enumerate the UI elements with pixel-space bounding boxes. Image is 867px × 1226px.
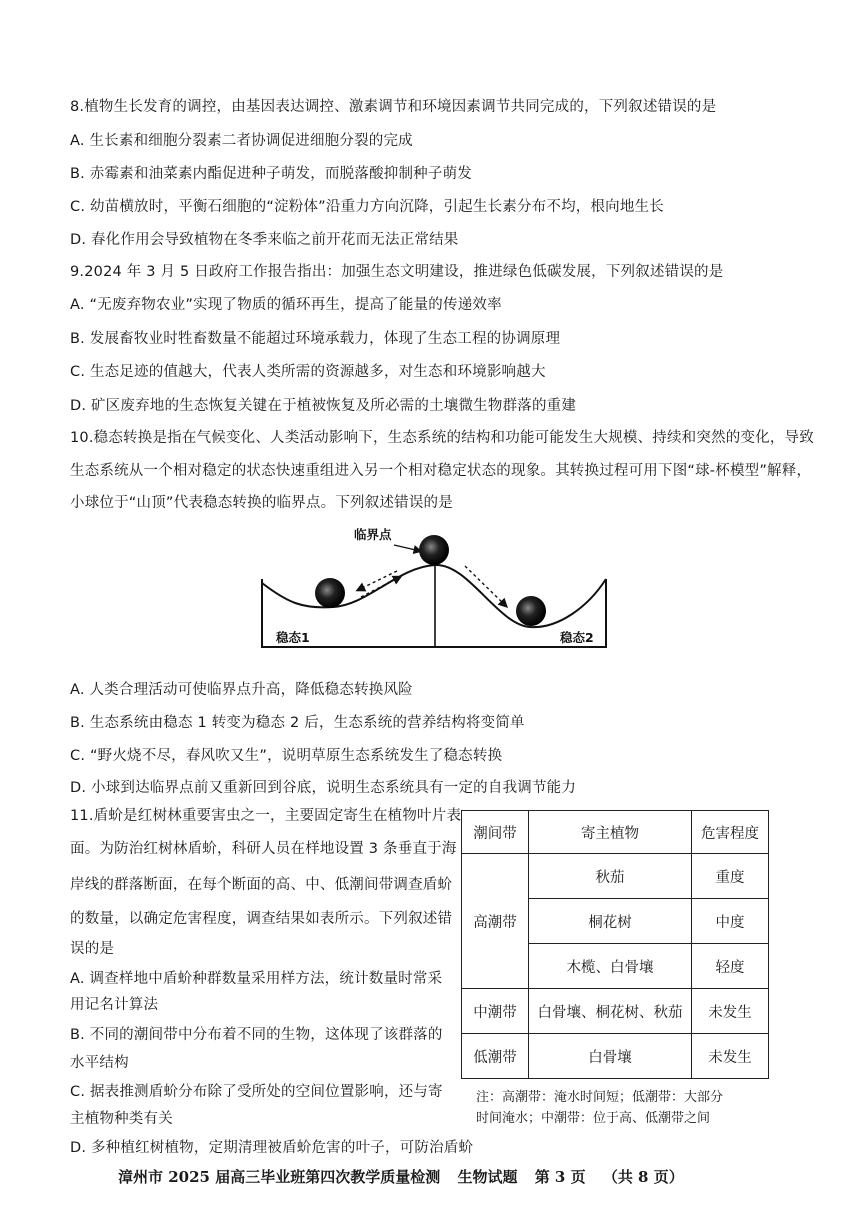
q9-option-c: C. 生态足迹的值越大，代表人类所需的资源越多，对生态和环境影响越大 [70, 364, 546, 380]
q11-option-c-line1: C. 据表推测盾蚧分布除了受所处的空间位置影响，还与寄 [70, 1084, 443, 1100]
table-note-line1: 注：高潮带：淹水时间短；低潮带：大部分 [476, 1090, 724, 1105]
q10-stem-line1: 10.稳态转换是指在气候变化、人类活动影响下，生态系统的结构和功能可能发生大规模、持续和突然的变化，导致 [70, 430, 814, 446]
q9-option-b: B. 发展畜牧业时牲畜数量不能超过环境承载力，体现了生态工程的协调原理 [70, 331, 561, 347]
landscape-curve [262, 565, 606, 627]
footer-page: 第 3 页 [534, 1168, 586, 1186]
cell-plant: 桐花树 [529, 899, 692, 944]
cell-level: 中度 [692, 899, 769, 944]
q8-option-c: C. 幼苗横放时，平衡石细胞的“淀粉体”沿重力方向沉降，引起生长素分布不均，根向地生长 [70, 199, 664, 215]
cell-level: 重度 [692, 854, 769, 899]
q10-option-c: C. “野火烧不尽，春风吹又生”，说明草原生态系统发生了稳态转换 [70, 748, 503, 764]
ball-cup-svg [258, 527, 610, 652]
q9-option-a: A. “无废弃物农业”实现了物质的循环再生，提高了能量的传递效率 [70, 297, 502, 313]
q10-option-d: D. 小球到达临界点前又重新回到谷底，说明生态系统具有一定的自我调节能力 [70, 780, 577, 796]
q11-option-d: D. 多种植红树植物，定期清理被盾蚧危害的叶子，可防治盾蚧 [70, 1140, 474, 1156]
cell-level: 未发生 [692, 1034, 769, 1079]
q11-option-b-line1: B. 不同的潮间带中分布着不同的生物，这体现了该群落的 [70, 1027, 443, 1043]
table-header-row [462, 811, 769, 854]
cell-plant: 秋茄 [529, 854, 692, 899]
diagram-frame [262, 579, 606, 647]
q11-stem-line4: 的数量，以确定危害程度，调查结果如表所示。下列叙述错 [70, 911, 453, 927]
cell-plant: 白骨壤 [529, 1034, 692, 1079]
cell-level: 轻度 [692, 944, 769, 989]
ball-critical [419, 535, 449, 565]
q11-stem-line5: 误的是 [70, 941, 115, 957]
q10-option-b: B. 生态系统由稳态 1 转变为稳态 2 后，生态系统的营养结构将变简单 [70, 715, 525, 731]
footer-subject: 生物试题 [457, 1168, 518, 1186]
q11-stem-line3: 岸线的群落断面，在每个断面的高、中、低潮间带调查盾蚧 [70, 877, 453, 893]
cell-level: 未发生 [692, 989, 769, 1034]
ball-state1 [315, 578, 345, 608]
arrow-down-right [465, 566, 506, 606]
page-footer [118, 1166, 696, 1187]
q9-stem: 9.2024 年 3 月 5 日政府工作报告指出：加强生态文明建设，推进绿色低碳发展，下列叙述错误的是 [70, 264, 724, 280]
table-row [462, 1034, 769, 1079]
ball-state2 [516, 596, 546, 626]
q11-stem-line2: 面。为防治红树林盾蚧，科研人员在样地设置 3 条垂直于海 [70, 841, 457, 857]
critical-pointer [394, 545, 420, 551]
footer-total: （共 8 页） [602, 1168, 684, 1186]
q8-option-a: A. 生长素和细胞分裂素二者协调促进细胞分裂的完成 [70, 133, 413, 149]
q11-option-b-line2: 水平结构 [70, 1055, 129, 1071]
q11-stem-line1: 11.盾蚧是红树林重要害虫之一，主要固定寄生在植物叶片表 [70, 808, 462, 824]
q11-option-c-line2: 主植物种类有关 [70, 1111, 173, 1127]
label-state2: 稳态2 [560, 630, 594, 645]
header-level: 危害程度 [692, 811, 769, 854]
q8-stem: 8.植物生长发育的调控，由基因表达调控、激素调节和环境因素调节共同完成的，下列叙述错误的是 [70, 99, 717, 115]
cell-plant: 木榄、白骨壤 [529, 944, 692, 989]
table-row [462, 854, 769, 899]
table-row [462, 989, 769, 1034]
pest-damage-table [461, 810, 769, 1079]
label-critical-point: 临界点 [354, 527, 392, 542]
label-state1: 稳态1 [276, 630, 310, 645]
table-note-line2: 时间淹水；中潮带：位于高、低潮带之间 [476, 1111, 711, 1126]
q11-option-a-line2: 用记名计算法 [70, 997, 159, 1013]
q10-stem-line2: 生态系统从一个相对稳定的状态快速重组进入另一个相对稳定状态的现象。其转换过程可用下图“球-杯模型”解释， [70, 463, 812, 479]
q10-stem-line3: 小球位于“山顶”代表稳态转换的临界点。下列叙述错误的是 [70, 495, 453, 511]
ball-cup-model-diagram [258, 527, 610, 656]
q8-option-d: D. 春化作用会导致植物在冬季来临之前开花而无法正常结果 [70, 232, 459, 248]
header-zone: 潮间带 [462, 811, 529, 854]
cell-plant: 白骨壤、桐花树、秋茄 [529, 989, 692, 1034]
header-plant: 寄主植物 [529, 811, 692, 854]
zone-mid: 中潮带 [462, 989, 529, 1034]
zone-high: 高潮带 [462, 854, 529, 989]
zone-low: 低潮带 [462, 1034, 529, 1079]
q8-option-b: B. 赤霉素和油菜素内酯促进种子萌发，而脱落酸抑制种子萌发 [70, 166, 472, 182]
q10-option-a: A. 人类合理活动可使临界点升高，降低稳态转换风险 [70, 682, 413, 698]
q9-option-d: D. 矿区废弃地的生态恢复关键在于植被恢复及所必需的土壤微生物群落的重建 [70, 398, 577, 414]
q11-option-a-line1: A. 调查样地中盾蚧种群数量采用样方法，统计数量时常采 [70, 971, 443, 987]
footer-exam: 漳州市 2025 届高三毕业班第四次教学质量检测 [118, 1168, 441, 1186]
